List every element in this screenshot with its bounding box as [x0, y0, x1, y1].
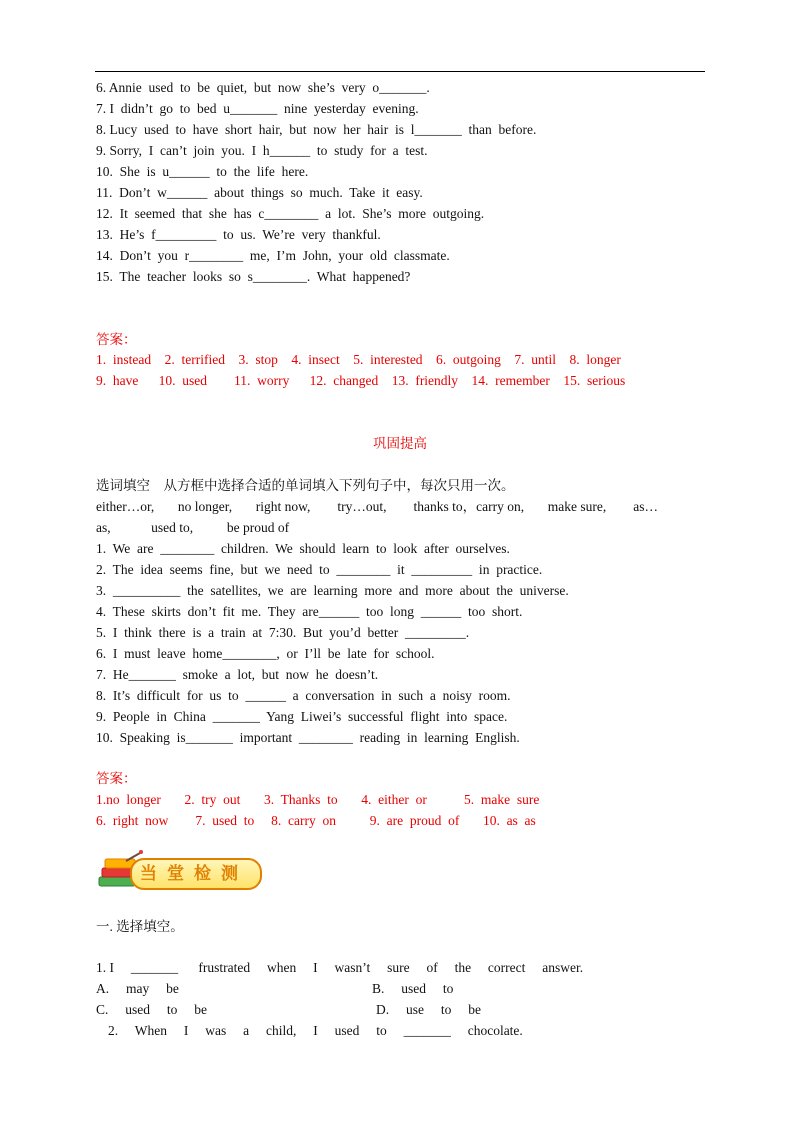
question-line: 12. It seemed that she has c________ a lot. She’s more outgoing. [96, 206, 485, 221]
badge-title: 当堂检测 [140, 864, 248, 884]
answer-line: 1.no longer 2. try out 3. Thanks to 4. either or 5. make sure [96, 792, 540, 807]
question-line: 8. Lucy used to have short hair, but now her hair is l_______ than before. [96, 122, 537, 137]
answer-line: 6. right now 7. used to 8. carry on 9. are proud of 10. as as [96, 813, 536, 828]
question-stem: 2. When I was a child, I used to _______ chocolate. [108, 1023, 523, 1038]
question-line: 9. Sorry, I can’t join you. I h______ to study for a test. [96, 143, 428, 158]
word-bank-line: as, used to, be proud of [96, 520, 290, 535]
header-rule [95, 71, 705, 72]
option-b: B. used to [372, 981, 454, 996]
question-line: 6. Annie used to be quiet, but now she’s very o_______. [96, 80, 430, 95]
question-line: 10. She is u______ to the life here. [96, 164, 309, 179]
question-line: 14. Don’t you r________ me, I’m John, your old classmate. [96, 248, 450, 263]
option-c: C. used to be [96, 1002, 207, 1017]
question-line: 3. __________ the satellites, we are learning more and more about the universe. [96, 583, 569, 598]
question-line: 2. The idea seems fine, but we need to ________ it _________ in practice. [96, 562, 543, 577]
part-title: 一. 选择填空。 [96, 919, 184, 934]
question-line: 9. People in China _______ Yang Liwei’s successful flight into space. [96, 709, 508, 724]
question-line: 7. I didn’t go to bed u_______ nine yesterday evening. [96, 101, 419, 116]
instruction: 选词填空 从方框中选择合适的单词填入下列句子中，每次只用一次。 [96, 478, 515, 493]
word-bank-line: either…or, no longer, right now, try…out, thanks to，carry on, make sure, as… [96, 499, 658, 514]
question-line: 13. He’s f_________ to us. We’re very thankful. [96, 227, 381, 242]
question-line: 1. We are ________ children. We should learn to look after ourselves. [96, 541, 510, 556]
option-d: D. use to be [376, 1002, 481, 1017]
answer-label: 答案： [96, 332, 137, 347]
question-line: 4. These skirts don’t fit me. They are______ too long ______ too short. [96, 604, 523, 619]
section-badge [96, 849, 262, 891]
question-line: 15. The teacher looks so s________. What happened? [96, 269, 411, 284]
answer-line: 1. instead 2. terrified 3. stop 4. insect 5. interested 6. outgoing 7. until 8. longer [96, 352, 621, 367]
question-line: 11. Don’t w______ about things so much. Take it easy. [96, 185, 423, 200]
question-line: 7. He_______ smoke a lot, but now he doesn’t. [96, 667, 379, 682]
question-line: 6. I must leave home________, or I’ll be late for school. [96, 646, 435, 661]
section-title: 巩固提高 [373, 436, 427, 451]
question-stem: 1. I _______ frustrated when I wasn’t sure of the correct answer. [96, 960, 584, 975]
answer-label: 答案： [96, 771, 137, 786]
question-line: 10. Speaking is_______ important ________ reading in learning English. [96, 730, 520, 745]
answer-line: 9. have 10. used 11. worry 12. changed 13. friendly 14. remember 15. serious [96, 373, 626, 388]
question-line: 5. I think there is a train at 7:30. But you’d better _________. [96, 625, 470, 640]
question-line: 8. It’s difficult for us to ______ a conversation in such a noisy room. [96, 688, 511, 703]
option-a: A. may be [96, 981, 179, 996]
